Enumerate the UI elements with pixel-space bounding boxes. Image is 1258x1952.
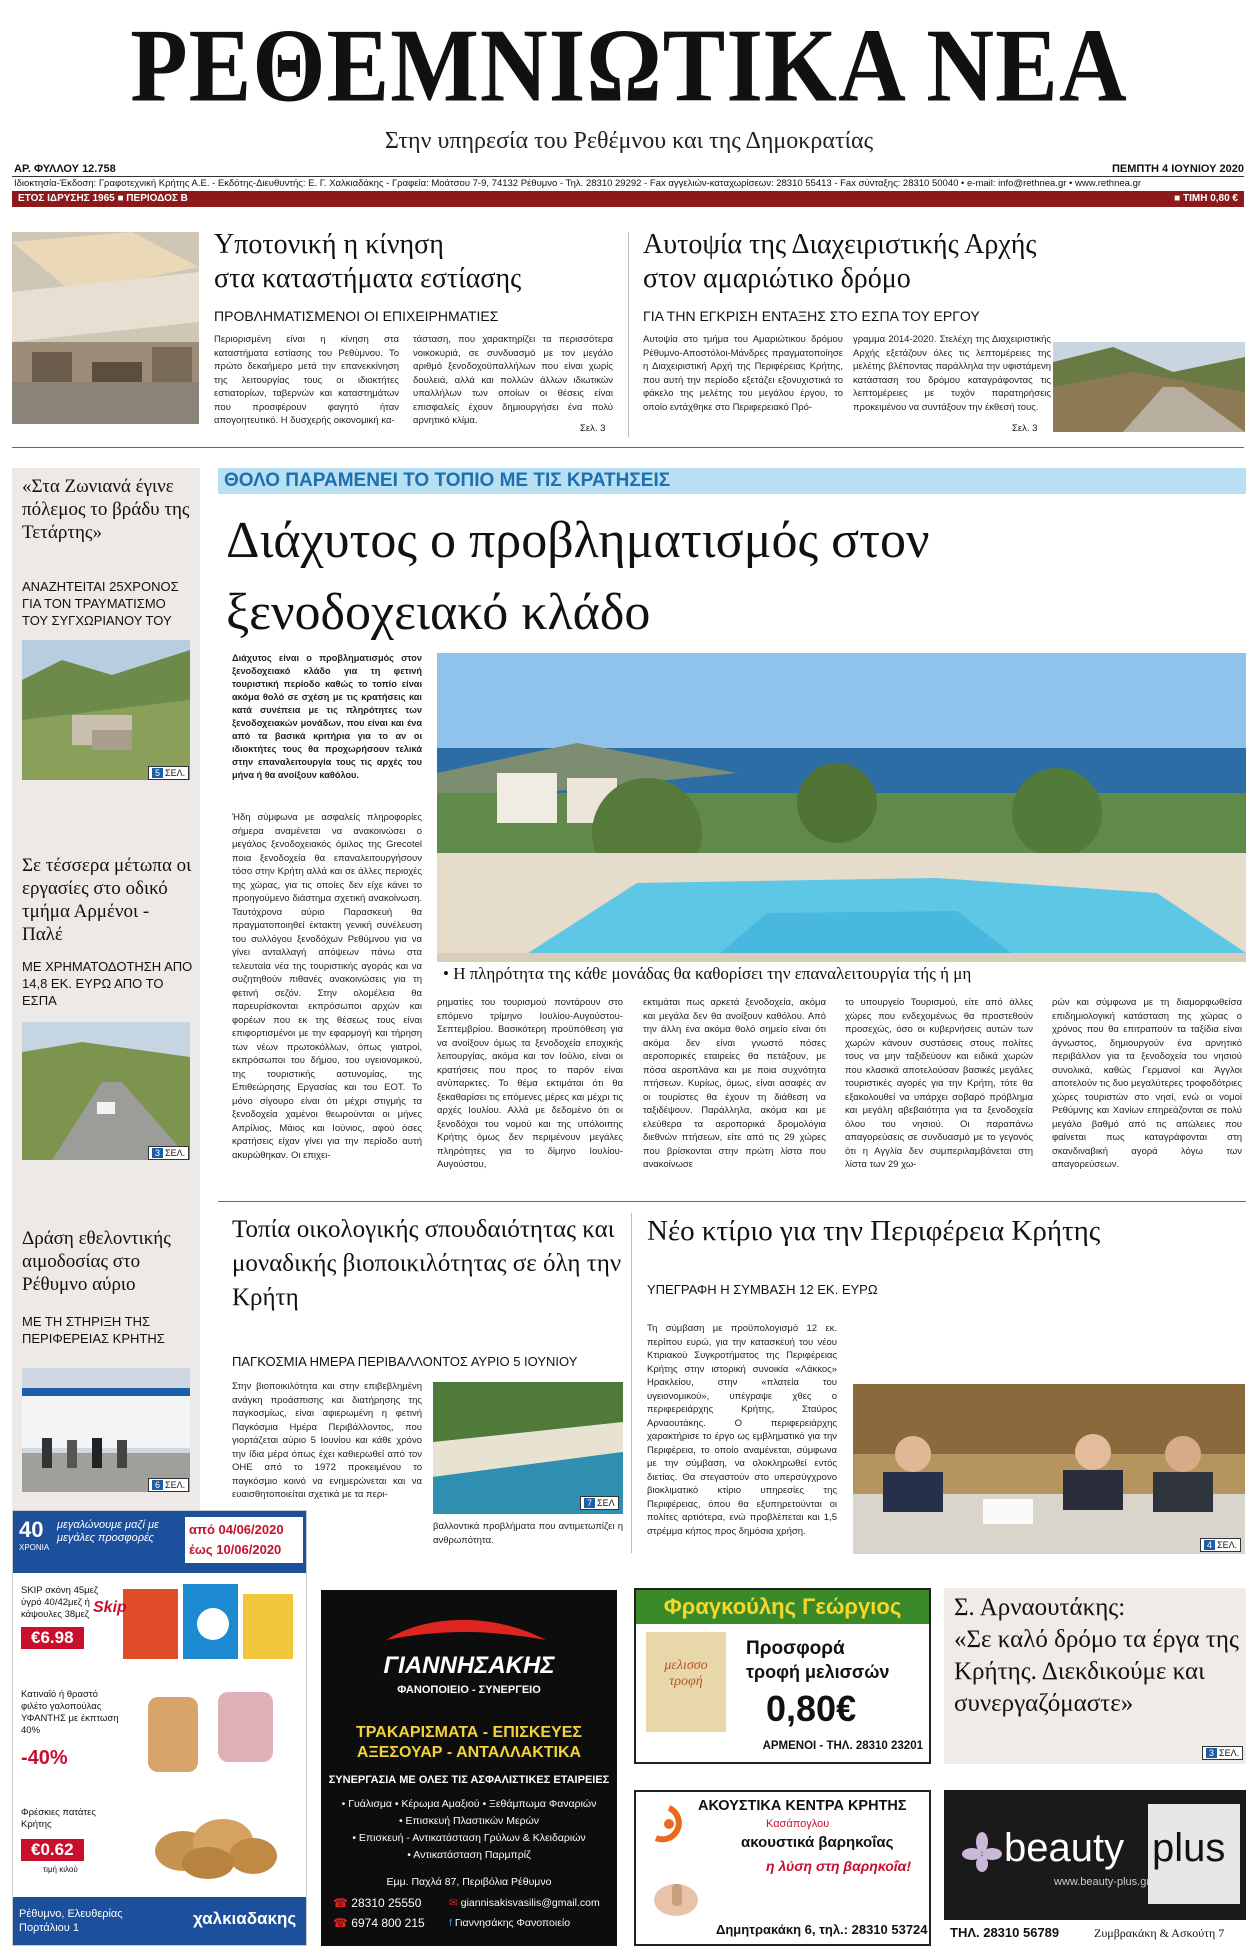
main-col-5: ρών και σύμφωνα με τη διαμορφωθείσα επιδημιολογική κατάσταση της χώρας ο χρόνος που θα επιτραπούν τα ταξίδια είναι άγνωστος, δημιουργούν ένα αρνητικό περιβάλλον για τα ξενοδοχεία του νησιού συνολικά, καθώς Γερμανοί και Άγγλοι αποτελούν τις δυο μεγαλύτερες τροφοδότριες χώρες τουριστών στο νησί, ενώ οι νομοί Ρεθύμνης και Χανίων επηρεάζονται σε πολύ μεγάλο βαθμό από τις απώλειες που φαίνεται πως καταγράφονται στη σκανδιναβική αγορά λόγω των απαγορεύσεων. bbox=[1052, 997, 1242, 1170]
beauty-word: beauty bbox=[1004, 1826, 1125, 1870]
ad-years-label: ΧΡΟΝΙΑ bbox=[19, 1543, 50, 1552]
gian-email[interactable]: giannisakisvasilis@gmail.com bbox=[460, 1897, 600, 1909]
top-right-title-1[interactable]: Αυτοψία της Διαχειριστικής Αρχής bbox=[643, 229, 1037, 260]
gian-type: ΦΑΝΟΠΟΙΕΙΟ - ΣΥΝΕΡΓΕΙΟ bbox=[397, 1684, 541, 1696]
detergent-image bbox=[118, 1579, 298, 1675]
gian-service-1: • Γυάλισμα • Κέρωμα Αμαξιού • Ξεθάμπωμα Φαναριών bbox=[341, 1798, 597, 1810]
main-col-3: εκτιμάται πως αρκετά ξενοδοχεία, ακόμα και μεγάλα δεν θα ανοίξουν καθόλου. Από την άλλη ένα ακόμα θολό σημείο είναι ότι ακόμα δεν είναι γνωστό πόσες αεροπορικές εταιρείες θα πετάξουν, με πόσα αεροπλάνα και με ποια συχνότητα πτήσεων. Κυρίως, όμως, είναι ασαφές αν οι τουρίστες θα έχουν τη διάθεση να ταξιδέψουν. Παράλληλα, ακόμα και με ελεύθερα τα αεροπορικά δρομολόγια διεθνών πτήσεων, είτε από τις 29 χώρες που βρίσκονται στην πρώτη λίστα που ανακοίνωσε bbox=[643, 997, 826, 1170]
phone-icon: ☎ bbox=[333, 1896, 348, 1910]
issue-date: ΠΕΜΠΤΗ 4 ΙΟΥΝΙΟΥ 2020 bbox=[1111, 163, 1244, 175]
ear-icon bbox=[644, 1802, 694, 1852]
restaurant-photo bbox=[12, 232, 199, 424]
main-col-4: το υπουργείο Τουρισμού, είτε από άλλες χώρες που ενδεχομένως θα προστεθούν προσεχώς, όσο οι κυβερνήσεις αυτών των χωρών κάνουν συστάσεις στους πολίτες τους να μην ταξιδεύουν και ειδικά χωρών που κλασικά αποτελούσαν βασικές μεγάλες τουριστικές αγορές για την Κρήτη, τότε θα εξακολουθεί να υπάρχει σοβαρό πρόβλημα και μεγάλη αβεβαιότητα για τα ξενοδοχεία όλου του νησιού. Οι παραπάνω απαγορεύσεις σε συνδυασμό με το γεγονός ότι η Αγγλία δεν συμπεριλαμβάνεται στη λίστα των 29 χω- bbox=[845, 997, 1033, 1170]
sidebar-2-title[interactable]: Σε τέσσερα μέτωπα οι εργασίες στο οδικό τμήμα Αρμένοι - Παλέ bbox=[22, 855, 192, 945]
ad-price-2: -40% bbox=[21, 1747, 68, 1769]
arn-sel: ΣΕΛ. bbox=[1219, 1748, 1240, 1758]
issue-number: ΑΡ. ΦΥΛΛΟΥ 12.758 bbox=[14, 163, 116, 175]
arnaoutakis-promo[interactable] bbox=[944, 1588, 1246, 1764]
region-sel: ΣΕΛ. bbox=[1217, 1540, 1238, 1550]
ad-brand-skip: Skip bbox=[93, 1599, 127, 1616]
sidebar-2-page[interactable] bbox=[148, 1146, 189, 1160]
road-photo bbox=[1053, 342, 1245, 432]
gian-address: Εμμ. Παχλά 87, Περιβόλια Ρέθυμνο bbox=[386, 1876, 552, 1888]
sidebar-1-sel: ΣΕΛ. bbox=[165, 768, 186, 778]
akou-product: ακουστικά βαρηκοΐας bbox=[741, 1834, 894, 1851]
region-title[interactable]: Νέο κτίριο για την Περιφέρεια Κρήτης bbox=[647, 1215, 1101, 1247]
fragk-footer: ΑΡΜΕΝΟΙ - ΤΗΛ. 28310 23201 bbox=[762, 1740, 923, 1752]
sidebar-1-title[interactable]: «Στα Ζωνιανά έγινε πόλεμος το βράδυ της Τετάρτης» bbox=[22, 476, 190, 543]
sidebar-2-sel: ΣΕΛ. bbox=[165, 1148, 186, 1158]
mobile-icon: ☎ bbox=[333, 1916, 348, 1930]
deli-meat-image bbox=[138, 1687, 298, 1777]
ad-slogan: μεγαλώνουμε μαζί με μεγάλες προσφορές bbox=[57, 1519, 159, 1544]
top-right-col-1: Αυτοψία στο τμήμα του Αμαριώτικου δρόμου Ρέθυμνο-Αποστόλοι-Μάνδρες πραγματοποίησε η Διαχειριστική Αρχή της Περιφέρειας Κρήτης, που αυτή την περίοδο εξετάζει εξονυχιστικά το φάκελο της μελέτης του μεγάλου έργου, το οποίο εντάχθηκε στο Περιφερειακό Πρό- bbox=[643, 334, 843, 413]
region-page-num: 4 bbox=[1204, 1540, 1215, 1550]
gian-line-2: ΑΞΕΣΟΥΑΡ - ΑΝΤΑΛΛΑΚΤΙΚΑ bbox=[356, 1744, 582, 1761]
giannisakis-ad[interactable] bbox=[321, 1590, 617, 1946]
blood-drive-photo bbox=[22, 1368, 190, 1492]
akoustika-ad[interactable] bbox=[634, 1790, 931, 1946]
arn-title: Σ. Αρναουτάκης: bbox=[954, 1594, 1126, 1621]
fragk-name: Φραγκούλης Γεώργιος bbox=[636, 1590, 929, 1624]
publisher-info: Ιδιοκτησία-Έκδοση: Γραφοτεχνική Κρήτης Α.Ε. - Εκδότης-Διευθυντής: Ε. Γ. Χαλκιαδάκης - Γραφεία: Μοάτσου 7-9, 74132 Ρέθυμνο - Τηλ. 28310 29292 - Fax αγγελιών-καταχωρίσεων: 28310 55413 - Fax σύνταξης: 28310 50040 • e-mail: info@rethnea.gr • www.rethnea.gr bbox=[14, 178, 1142, 189]
beauty-address: Ζυμβρακάκη & Ασκούτη 7 bbox=[1094, 1926, 1225, 1940]
env-title[interactable]: Τοπία οικολογικής σπουδαιότητας και μοναδικής βιοποικιλότητας σε όλη την Κρήτη bbox=[232, 1216, 622, 1311]
sidebar-3-title[interactable]: Δράση εθελοντικής αιμοδοσίας στο Ρέθυμνο αύριο bbox=[22, 1228, 171, 1295]
main-col-1: Ήδη σύμφωνα με ασφαλείς πληροφορίες σήμερα αναμένεται να ανακοινώσει ο μεγάλος ξενοδοχειακός όμιλος της Grecotel ποια ξενοδοχεία θα επαναλειτουργήσουν τόσο στην Κρήτη αλλά και σε άλλες περιοχές της χώρας, για τις οποίες δεν είχε κάνει το προηγούμενο διάστημα σχετική ανακοίνωση. Ταυτόχρονα αύριο Παρασκευή θα πραγματοποιηθεί έκτακτη γενική συνέλευση του συλλόγου ξενοδόχων Ρεθύμνου για να γίνει ανταλλαγή απόψεων πάνω στα τελευταία νέα της τουριστικής αγοράς και να συζητηθούν πιθανές ανακοινώσεις για τη φετινή σεζόν. Στην ολομέλεια θα παρευρίσκονται εκπρόσωποι αρχών και φορέων που εκ της θέσεως τους είναι επιφορτισμένοι με την εφαρμογή και τήρηση των νέων πρωτοκόλλων, όπως γιατροί, εκπρόσωποι του δήμου, του υγειονομικού, της τουριστικής αστυνομίας, της Επιθεώρησης Εργασίας και του ΕΟΤ. Το μόνο σίγουρο είναι ότι μέχρι στιγμής τα ξενοδοχεία χαμένοι θεωρούνται οι μήνες Απρίλιος, Μάιος και Ιούνιος, αφού όσες κρατήσεις είχαν γίνει για την περίοδο αυτή ακυρώθηκαν. Οι επιχει- bbox=[232, 812, 422, 1161]
gian-name: ΓΙΑΝΝΗΣΑΚΗΣ bbox=[383, 1652, 555, 1679]
gian-tel-2[interactable]: 6974 800 215 bbox=[351, 1916, 425, 1930]
main-lead: Διάχυτος είναι ο προβληματισμός στον ξενοδοχειακό κλάδο για τη φετινή τουριστική περίοδο καθώς το τοπίο είναι ακόμα θολό σε σχέση με τις κρατήσεις και κατά συνέπεια με τις πληρότητες των ξενοδοχειακών μονάδων, που είναι και ένα από τα βασικά κριτήρια για το αν οι ιδιοκτήτες τους θα προχωρήσουν τελικά στην επαναλειτουργία τους τις αρχές του μήνα ή θα ανοίξουν καθόλου. bbox=[232, 653, 422, 780]
akou-title: ΑΚΟΥΣΤΙΚΑ ΚΕΝΤΡΑ ΚΡΗΤΗΣ bbox=[698, 1798, 907, 1814]
ad-product-3: Φρέσκιες πατάτες Κρήτης bbox=[21, 1807, 96, 1830]
akou-slogan: η λύση στη βαρηκοΐα! bbox=[766, 1858, 911, 1874]
ad-product-2: Κατιναΐό ή θραστό φιλέτο γαλοπούλας ΥΦΑΝΤΗΣ με έκπτωση 40% bbox=[21, 1689, 119, 1736]
potatoes-image bbox=[143, 1801, 283, 1881]
region-page[interactable] bbox=[1200, 1538, 1241, 1552]
top-right-title-2[interactable]: στον αμαριώτικο δρόμο bbox=[643, 263, 911, 294]
sidebar-3-sel: ΣΕΛ. bbox=[165, 1480, 186, 1490]
sidebar-3-page-num: 6 bbox=[152, 1480, 163, 1490]
flower-logo-icon bbox=[962, 1832, 1002, 1872]
zoniana-photo bbox=[22, 640, 190, 780]
masthead-motto: Στην υπηρεσία του Ρεθέμνου και της Δημοκρατίας bbox=[384, 128, 874, 154]
gian-line-3: ΣΥΝΕΡΓΑΣΙΑ ΜΕ ΟΛΕΣ ΤΙΣ ΑΣΦΑΛΙΣΤΙΚΕΣ ΕΤΑΙΡΕΙΕΣ bbox=[328, 1774, 610, 1786]
beach-photo bbox=[433, 1382, 623, 1514]
env-page[interactable] bbox=[580, 1496, 619, 1510]
akou-address[interactable]: Δημητρακάκη 6, τηλ.: 28310 53724 bbox=[716, 1922, 928, 1937]
ad-years: 40 bbox=[19, 1517, 44, 1542]
chalkiadakis-ad[interactable] bbox=[12, 1510, 307, 1946]
arn-quote: «Σε καλό δρόμο τα έργα της Κρήτης. Διεκδικούμε και συνεργαζόμαστε» bbox=[954, 1626, 1239, 1717]
sidebar-2-page-num: 3 bbox=[152, 1148, 163, 1158]
env-sel: ΣΕΛ bbox=[597, 1498, 615, 1508]
price-text: ■ ΤΙΜΗ 0,80 € bbox=[1174, 193, 1238, 204]
sidebar-3-page[interactable] bbox=[148, 1478, 189, 1492]
signing-photo bbox=[853, 1384, 1245, 1554]
facebook-icon: f bbox=[449, 1917, 452, 1929]
fragkoulis-ad[interactable] bbox=[634, 1588, 931, 1764]
car-logo-icon bbox=[381, 1610, 551, 1650]
top-right-col-2: γραμμα 2014-2020. Στελέχη της Διαχειριστικής Αρχής εξετάζουν όλες τις λεπτομέρειες της μελέτης βλέποντας παράλληλα την υφιστάμενη κατάσταση του δρόμου καταγράφοντας τις λεπτομέρειες με τυχόν παρατηρήσεις προκειμένου να συντάξουν την έκθεσή τους. bbox=[853, 334, 1051, 413]
sidebar-2-subtitle: ΜΕ ΧΡΗΜΑΤΟΔΟΤΗΣΗ ΑΠΟ 14,8 ΕΚ. ΕΥΡΩ ΑΠΟ ΤΟ ΕΣΠΑ bbox=[22, 959, 193, 1008]
fragk-line-1: Προσφορά bbox=[746, 1638, 845, 1659]
gian-service-2: • Επισκευή Πλαστικών Μερών bbox=[398, 1815, 540, 1827]
top-right-page-ref[interactable]: Σελ. 3 bbox=[1012, 423, 1038, 434]
arn-page-num: 3 bbox=[1206, 1748, 1217, 1758]
top-left-subtitle: ΠΡΟΒΛΗΜΑΤΙΣΜΕΝΟΙ ΟΙ ΕΠΙΧΕΙΡΗΜΑΤΙΕΣ bbox=[214, 308, 499, 324]
ad-date-to: έως 10/06/2020 bbox=[189, 1542, 282, 1557]
main-photo-caption: • Η πληρότητα της κάθε μονάδας θα καθορίσει την επαναλειτουργία τής ή μη bbox=[437, 962, 1246, 986]
arn-page[interactable] bbox=[1202, 1746, 1243, 1760]
fragk-line-2: τροφή μελισσών bbox=[746, 1662, 890, 1682]
main-title-1[interactable]: Διάχυτος ο προβληματισμός στον bbox=[226, 512, 930, 569]
top-right-subtitle: ΓΙΑ ΤΗΝ ΕΓΚΡΙΣΗ ΕΝΤΑΞΗΣ ΣΤΟ ΕΣΠΑ ΤΟΥ ΕΡΓΟΥ bbox=[643, 308, 980, 324]
akou-name: Κασάπογλου bbox=[766, 1818, 830, 1830]
top-left-col-2: τάσταση, που χαρακτηρίζει τα περισσότερα νοικοκυριά, σε συνδυασμό με τον μεγάλο αριθμό ξενοδοχοϋπαλλήλων που είναι χωρίς δουλειά, αλλά και πολλών άλλων ιδιωτικών υπαλλήλων των οποίων οι θέσεις είναι επισφαλείς έχουν δημιουργήσει ένα πολύ αρνητικό κλίμα. bbox=[413, 334, 613, 426]
ad-price-3-unit: τιμή κιλού bbox=[43, 1865, 78, 1874]
founded-text: ΕΤΟΣ ΙΔΡΥΣΗΣ 1965 ■ ΠΕΡΙΟΔΟΣ Β bbox=[18, 193, 188, 204]
hotel-pool-photo bbox=[437, 653, 1246, 973]
top-left-title-2[interactable]: στα καταστήματα εστίασης bbox=[214, 263, 522, 294]
ad-price-1: €6.98 bbox=[21, 1627, 84, 1649]
main-col-2: ρηματίες του τουρισμού ποντάρουν στο επόμενο τρίμηνο Ιουλίου-Αυγούστου-Σεπτεμβρίου. Βασικότερη προϋπόθεση για να ανοίξουν όμως τα ξενοδοχεία εποχικής λειτουργίας, ακόμα και τον Ιούλιο, είναι οι κρατήσεις που προς το παρόν είναι ανύπαρκτες. Το θέμα εκτιμάται ότι θα ξεκαθαρίσει τις επόμενες μέρες και μέχρι τις αρχές Ιουλίου. Αλλά με δεδομένο ότι οι ξενοδόχοι του νομού και της υπόλοιπης Κρήτης όμως δεν περιμένουν μεγάλες πληρότητες για το δίμηνο Ιουλίου-Αυγούστου, bbox=[437, 997, 623, 1170]
ad-location: Ρέθυμνο, Ελευθερίας Πορτάλιου 1 bbox=[19, 1908, 123, 1934]
gian-service-3: • Επισκευή - Αντικατάσταση Γρύλων & Κλειδαριών bbox=[352, 1832, 586, 1844]
gian-service-4: • Αντικατάσταση Παρμπρίζ bbox=[407, 1849, 531, 1861]
plus-word: plus bbox=[1152, 1826, 1226, 1870]
sidebar-3-subtitle: ΜΕ ΤΗ ΣΤΗΡΙΞΗ ΤΗΣ ΠΕΡΙΦΕΡΕΙΑΣ ΚΡΗΤΗΣ bbox=[22, 1314, 165, 1346]
beauty-tel[interactable]: ΤΗΛ. 28310 56789 bbox=[950, 1925, 1060, 1940]
env-caption: βαλλοντικά προβλήματα που αντιμετωπίζει η ανθρωπότητα. bbox=[433, 1521, 623, 1546]
beauty-site[interactable]: www.beauty-plus.gr bbox=[1054, 1876, 1150, 1888]
email-icon: ✉ bbox=[449, 1897, 458, 1909]
env-body: Στην βιοποικιλότητα και στην επιβεβλημένη ανάγκη προάσπισης και διατήρησης της παγκοσμίως, είναι αφιερωμένη η φετινή Παγκόσμια Ημέρα Περιβάλλοντος, που γιορτάζεται αύριο 5 Ιουνίου και κάθε χρόνο την ίδια μέρα όπως έχει καθιερωθεί από τον ΟΗΕ από το 1972 προκειμένου το παγκόσμιο κοινό να ενημερώνεται και να ευαισθητοποιείται σχετικά με τα περι- bbox=[232, 1381, 422, 1500]
gian-tel-1[interactable]: 28310 25550 bbox=[351, 1896, 422, 1910]
top-left-col-1: Περιορισμένη είναι η κίνηση στα καταστήματα εστίασης του Ρεθύμνου. Το πρώτο δεκαήμερο μετά την επανεκκίνηση της λειτουργίας τους οι ιδιοκτήτες εστιατορίων, ταβερνών και καταστημάτων που προσφέρουν φαγητό ήταν απογοητευτικό. Η δυσχερής οικονομική κα- bbox=[214, 334, 399, 426]
fragk-price: 0,80€ bbox=[766, 1688, 857, 1729]
top-left-title-1[interactable]: Υποτονική η κίνηση bbox=[214, 229, 444, 260]
road-works-photo bbox=[22, 1022, 190, 1160]
ad-date-from: από 04/06/2020 bbox=[189, 1522, 284, 1537]
info-bar bbox=[12, 191, 1244, 207]
main-title-2[interactable]: ξενοδοχειακό κλάδο bbox=[226, 584, 651, 641]
masthead-title: ΡΕΘΕΜΝΙΩΤΙΚΑ ΝΕΑ bbox=[130, 7, 1128, 125]
env-page-num: 7 bbox=[584, 1498, 595, 1508]
sidebar-1-page[interactable] bbox=[148, 766, 189, 780]
top-left-page-ref[interactable]: Σελ. 3 bbox=[580, 423, 606, 434]
sidebar-1-subtitle: ΑΝΑΖΗΤΕΙΤΑΙ 25ΧΡΟΝΟΣ ΓΙΑ ΤΟΝ ΤΡΑΥΜΑΤΙΣΜΟ ΤΟΥ ΣΥΓΧΩΡΙΑΝΟΥ ΤΟΥ bbox=[22, 579, 179, 628]
main-kicker: ΘΟΛΟ ΠΑΡΑΜΕΝΕΙ ΤΟ ΤΟΠΙΟ ΜΕ ΤΙΣ ΚΡΑΤΗΣΕΙΣ bbox=[218, 468, 1246, 494]
gian-facebook[interactable]: Γιαννησάκης Φανοποιείο bbox=[454, 1917, 571, 1929]
ad-price-3: €0.62 bbox=[21, 1839, 84, 1861]
hearing-aid-image bbox=[646, 1872, 706, 1922]
beauty-plus-ad[interactable] bbox=[944, 1790, 1246, 1946]
region-body: Τη σύμβαση με προϋπολογισμό 12 εκ. περίπου ευρώ, για την κατασκευή του νέου Κτιριακού Συγκροτήματος της Περιφέρειας Κρήτης στην ιστορική συνοικία «Λάκκος» Ηρακλείου, στην «πλατεία του υγειονομικού», υπέγραψε χθες ο περιφερειάρχης Κρήτης, Σταύρος Αρναουτάκης. Ο περιφερειάρχης χαρακτήρισε το έργο ως εμβληματικό για την Περιφέρεια, το οποίο αναμένεται, σύμφωνα με την σύμβαση, να ολοκληρωθεί εντός διετίας. Θα στεγαστούν στο υπερσύγχρονο βιοκλιματικό κτίριο υπηρεσίες της Περιφέρειας, όπου θα εξυπηρετούνται οι πολίτες αρτιότερα, ενώ προβλέπεται και 1,5 στρέμμα κήπος προς δημόσια χρήση. bbox=[647, 1323, 837, 1537]
env-subtitle: ΠΑΓΚΟΣΜΙΑ ΗΜΕΡΑ ΠΕΡΙΒΑΛΛΟΝΤΟΣ ΑΥΡΙΟ 5 ΙΟΥΝΙΟΥ bbox=[232, 1354, 578, 1369]
region-subtitle: ΥΠΕΓΡΑΦΗ Η ΣΥΜΒΑΣΗ 12 ΕΚ. ΕΥΡΩ bbox=[647, 1282, 878, 1297]
ad-product-1: SKIP σκόνη 45μεζ ύγρό 40/42μεζ ή κάψουλες 38μεζ bbox=[21, 1585, 99, 1620]
gian-line-1: ΤΡΑΚΑΡΙΣΜΑΤΑ - ΕΠΙΣΚΕΥΕΣ bbox=[356, 1724, 582, 1741]
sidebar-1-page-num: 5 bbox=[152, 768, 163, 778]
fragk-pack: μελισσο τροφή bbox=[664, 1658, 708, 1689]
ad-brand-chalk: χαλκιαδακης bbox=[193, 1909, 297, 1928]
